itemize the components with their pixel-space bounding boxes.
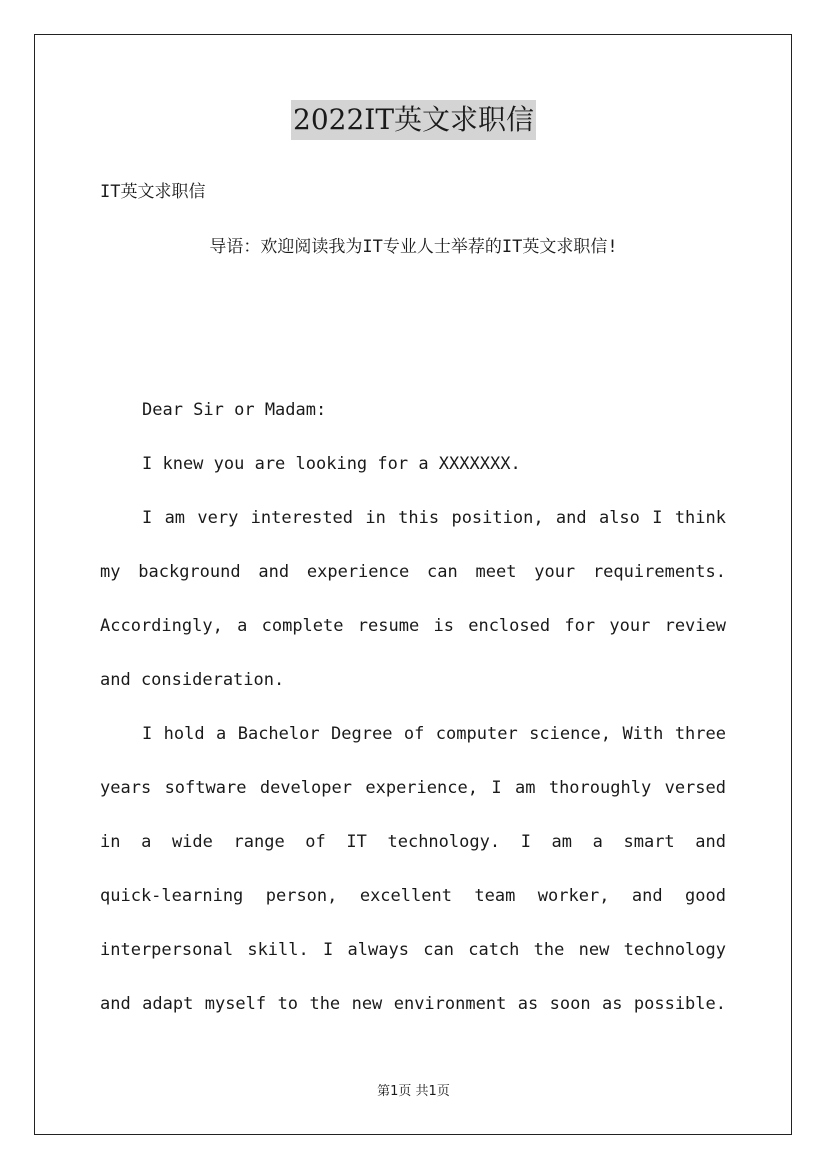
body-line: I am very interested in this position, and also I think xyxy=(142,508,726,528)
body-line: and consideration. xyxy=(100,670,285,690)
page-footer: 第1页 共1页 xyxy=(377,1084,450,1099)
title-container xyxy=(0,100,827,140)
body-line: Accordingly, a complete resume is enclosed for your review xyxy=(100,616,726,636)
body-line: quick-learning person, excellent team worker, and good xyxy=(100,886,726,906)
letter-body xyxy=(100,383,726,1031)
body-line: interpersonal skill. I always can catch the new technology xyxy=(100,940,726,960)
document-subtitle: IT英文求职信 xyxy=(100,182,206,202)
body-line: my background and experience can meet your requirements. xyxy=(100,562,726,582)
intro-text: 导语：欢迎阅读我为IT专业人士举荐的IT英文求职信! xyxy=(209,237,618,257)
body-line: I knew you are looking for a XXXXXXX. xyxy=(142,454,521,474)
document-title: 2022IT英文求职信 xyxy=(291,100,536,140)
body-line: and adapt myself to the new environment as soon as possible. xyxy=(100,994,726,1014)
body-line: in a wide range of IT technology. I am a smart and xyxy=(100,832,726,852)
salutation-line: Dear Sir or Madam: xyxy=(142,400,327,420)
body-line: years software developer experience, I am thoroughly versed xyxy=(100,778,726,798)
body-line: I hold a Bachelor Degree of computer science, With three xyxy=(142,724,726,744)
